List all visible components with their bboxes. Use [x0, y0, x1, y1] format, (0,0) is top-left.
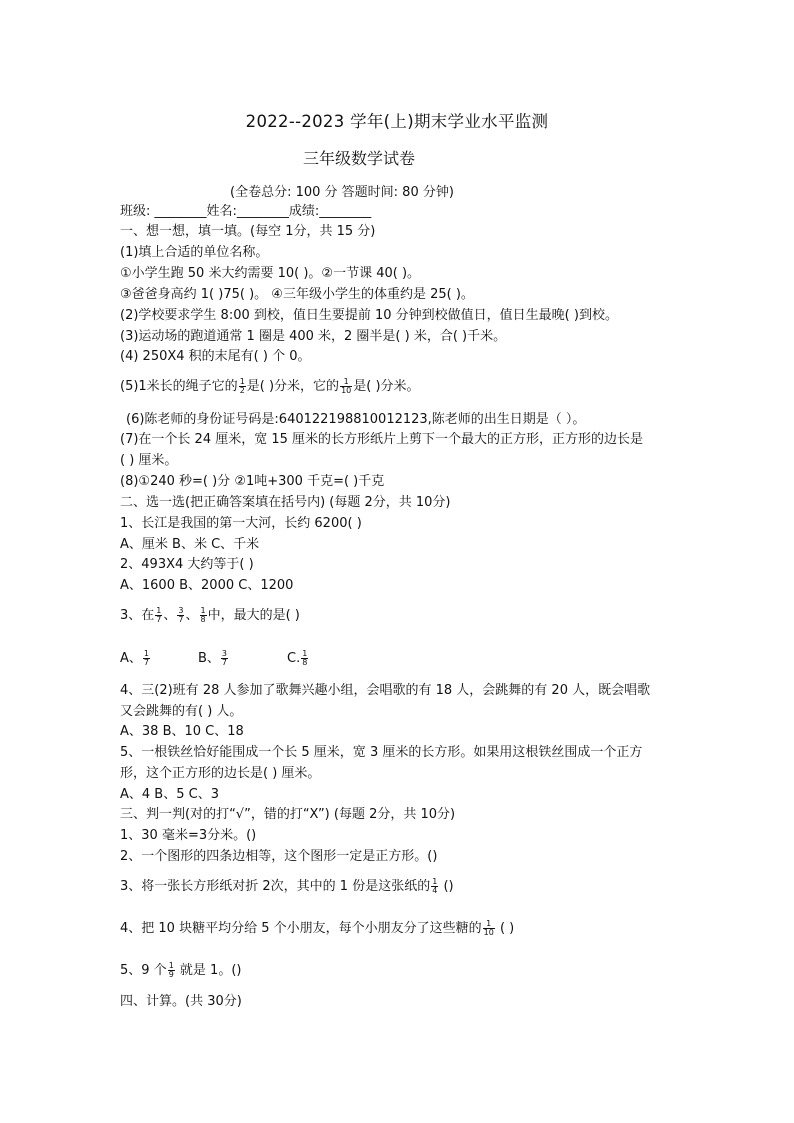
fraction: $\frac{1}{2}$	[239, 377, 245, 395]
fraction: $\frac{1}{7}$	[156, 606, 162, 624]
fraction: $\frac{1}{10}$	[483, 919, 494, 937]
s2-q5-options: A、4 B、5 C、3	[120, 787, 219, 802]
s2-q3-text-b: 中，最大的是( )	[207, 608, 300, 623]
fraction: $\frac{1}{10}$	[341, 377, 352, 395]
s2-q4-line1: 4、三(2)班有 28 人参加了歌舞兴趣小组，会唱歌的有 18 人，会跳舞的有 20 人，既会唱歌	[120, 683, 651, 698]
student-fields: 班级: ________姓名:________成绩:________	[120, 204, 372, 219]
s1-q5-text-b: 是( )分米，它的	[246, 379, 340, 394]
s1-q7-line2: ( ) 厘米。	[120, 453, 178, 468]
fraction: $\frac{1}{8}$	[200, 606, 206, 624]
s3-q5-text-b: 就是 1。()	[175, 963, 242, 978]
fraction: $\frac{3}{7}$	[178, 606, 184, 624]
s3-q4	[120, 920, 514, 937]
s1-q5-text-c: 是( )分米。	[353, 379, 420, 394]
s3-q4-text-b: ( )	[495, 921, 515, 936]
s3-q5-text-a: 5、9 个	[120, 963, 167, 978]
fraction: $\frac{1}{9}$	[168, 961, 174, 979]
s2-q1-options: A、厘米 B、米 C、千米	[120, 537, 260, 552]
section4-heading: 四、计算。(共 30分)	[120, 994, 242, 1009]
s1-q1-line1: ①小学生跑 50 米大约需要 10( )。②一节课 40( )。	[120, 266, 421, 281]
s3-q2: 2、一个图形的四条边相等，这个图形一定是正方形。()	[120, 849, 438, 864]
s2-q5-line2: 形，这个正方形的边长是( ) 厘米。	[120, 766, 321, 781]
s1-q5-text-a: (5)1米长的绳子它的	[120, 379, 238, 394]
s3-q3-text-a: 3、将一张长方形纸对折 2次，其中的 1 份是这张纸的	[120, 879, 431, 894]
s2-q2-options: A、1600 B、2000 C、1200	[120, 578, 294, 593]
s3-q4-text-a: 4、把 10 块糖平均分给 5 个小朋友，每个小朋友分了这些糖的	[120, 921, 482, 936]
separator: 、	[163, 608, 177, 623]
exam-info: (全卷总分: 100 分 答题时间: 80 分钟)	[230, 185, 454, 200]
s2-q3	[120, 607, 300, 624]
s3-q5	[120, 962, 241, 979]
s1-q8: (8)①240 秒=( )分 ②1吨+300 千克=( )千克	[120, 474, 385, 489]
s1-q2: (2)学校要求学生 8:00 到校，值日生要提前 10 分钟到校做值日，值日生最晚( )到校。	[120, 308, 618, 323]
s2-q3-option-b: B、 $\frac{3}{7}$	[198, 649, 228, 667]
s2-q3-text-a: 3、在	[120, 608, 155, 623]
s2-q1: 1、长江是我国的第一大河，长约 6200( )	[120, 516, 362, 531]
s2-q3-option-a: A、 $\frac{1}{7}$	[120, 649, 149, 667]
s1-q5	[120, 378, 420, 395]
s3-q1: 1、30 毫米=3分米。()	[120, 828, 257, 843]
s2-q5-line1: 5、一根铁丝恰好能围成一个长 5 厘米，宽 3 厘米的长方形。如果用这根铁丝围成一个正方	[120, 745, 643, 760]
s2-q2: 2、493X4 大约等于( )	[120, 557, 254, 572]
s1-q1-line2: ③爸爸身高约 1( )75( )。 ④三年级小学生的体重约是 25( )。	[120, 287, 474, 302]
section3-heading: 三、判一判(对的打“√”，错的打“X”) (每题 2分，共 10分)	[120, 807, 456, 822]
exam-title: 2022--2023 学年(上)期末学业水平监测	[245, 112, 549, 131]
fraction: $\frac{1}{4}$	[432, 877, 438, 895]
s2-q4-options: A、38 B、10 C、18	[120, 724, 244, 739]
s1-q4: (4) 250X4 积的末尾有( ) 个 0。	[120, 349, 311, 364]
section2-heading: 二、选一选(把正确答案填在括号内) (每题 2分，共 10分)	[120, 495, 451, 510]
s3-q3-text-b: ()	[439, 879, 454, 894]
s1-q7-line1: (7)在一个长 24 厘米，宽 15 厘米的长方形纸片上剪下一个最大的正方形，正方形的边长是	[120, 432, 644, 447]
s1-q6: (6)陈老师的身份证号码是:640122198810012123,陈老师的出生日期是（ ）。	[126, 412, 586, 427]
exam-subtitle: 三年级数学试卷	[302, 149, 415, 168]
separator: 、	[185, 608, 199, 623]
s3-q3	[120, 878, 454, 895]
s2-q4-line2: 又会跳舞的有( ) 人。	[120, 704, 243, 719]
s1-q1-title: (1)填上合适的单位名称。	[120, 245, 269, 260]
s2-q3-option-c: C. $\frac{1}{8}$	[287, 649, 308, 667]
s1-q3: (3)运动场的跑道通常 1 圈是 400 米，2 圈半是( ) 米，合( )千米。	[120, 329, 507, 344]
section1-heading: 一、想一想，填一填。(每空 1分，共 15 分)	[120, 224, 376, 239]
